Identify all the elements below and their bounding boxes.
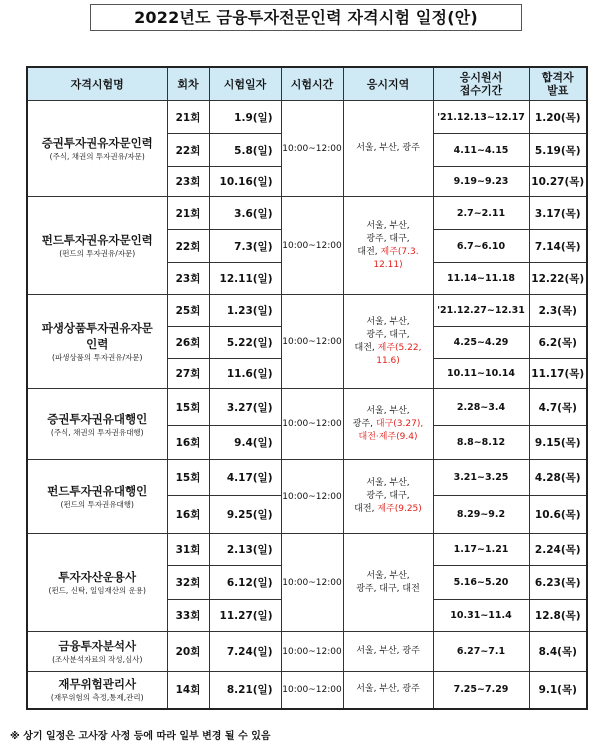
exam-description: (파생상품의 투자권유/자문): [52, 353, 143, 362]
region-text: 서울, 부산,: [366, 570, 410, 581]
result-date-cell: 12.22(목): [529, 263, 587, 295]
exam-name-cell: [27, 672, 167, 709]
exam-name-cell: [27, 460, 167, 534]
region-highlight: 제주(9.25): [377, 504, 422, 514]
result-date-cell: 7.14(목): [529, 230, 587, 263]
round-cell: 16회: [167, 426, 209, 460]
round-cell: 15회: [167, 389, 209, 426]
application-period-cell: 11.14~11.18: [433, 263, 529, 295]
region-cell: [343, 197, 433, 295]
round-cell: 21회: [167, 101, 209, 134]
result-date-cell: 10.27(목): [529, 167, 587, 197]
exam-name-cell: [27, 534, 167, 632]
region-line: [344, 233, 433, 246]
exam-date-cell: 7.3(일): [209, 230, 281, 263]
region-cell: [343, 632, 433, 672]
round-cell: 15회: [167, 460, 209, 496]
region-line: [344, 583, 433, 596]
result-date-cell: 1.20(목): [529, 101, 587, 134]
exam-name: 재무위험관리사: [58, 677, 137, 692]
region-line: [344, 570, 433, 583]
region-line: [344, 503, 433, 516]
exam-time-cell: 10:00~12:00: [281, 672, 343, 709]
header-application-line2: 접수기간: [459, 84, 503, 97]
round-cell: 23회: [167, 263, 209, 295]
exam-description: (주식, 채권의 투자권유/자문): [49, 152, 145, 161]
application-period-cell: '21.12.13~12.17: [433, 101, 529, 134]
header-result-line1: 합격자: [541, 71, 574, 84]
application-period-cell: 4.25~4.29: [433, 327, 529, 359]
region-line: [344, 246, 433, 259]
exam-name: 증권투자권유대행인: [47, 411, 148, 426]
region-text: 광주, 대구,: [366, 233, 410, 244]
region-highlight: 대구(3.27),: [375, 418, 424, 429]
round-cell: 33회: [167, 600, 209, 632]
exam-time-cell: 10:00~12:00: [281, 101, 343, 197]
region-line: [344, 342, 433, 355]
result-date-cell: 11.17(목): [529, 359, 587, 389]
application-period-cell: 9.19~9.23: [433, 167, 529, 197]
region-line: [344, 316, 433, 329]
result-date-cell: 3.17(목): [529, 197, 587, 230]
exam-date-cell: 11.27(일): [209, 600, 281, 632]
region-line: [344, 259, 433, 272]
exam-schedule-table: [26, 66, 588, 710]
result-date-cell: 5.19(목): [529, 134, 587, 167]
exam-date-cell: 10.16(일): [209, 167, 281, 197]
application-period-cell: 7.25~7.29: [433, 672, 529, 709]
application-period-cell: 1.17~1.21: [433, 534, 529, 566]
header-result: [529, 67, 587, 101]
result-date-cell: 6.23(목): [529, 566, 587, 600]
region-line: [344, 355, 433, 368]
exam-name-cell: [27, 197, 167, 295]
region-text: 광주, 대구,: [366, 329, 410, 340]
table-row: [27, 632, 587, 672]
exam-date-cell: 5.8(일): [209, 134, 281, 167]
region-text: 서울, 부산,: [366, 220, 410, 231]
region-highlight: 12.11): [373, 259, 403, 270]
round-cell: 23회: [167, 167, 209, 197]
region-cell: [343, 672, 433, 709]
region-text: 대전,: [354, 504, 378, 514]
header-application-line1: 응시원서: [459, 71, 503, 84]
region-line: [344, 418, 433, 431]
region-highlight: 제주(7.3.: [380, 246, 419, 257]
table-row: [27, 672, 587, 709]
table-body: [27, 101, 587, 709]
header-exam-date: 시험일자: [209, 67, 281, 101]
table-row: [27, 295, 587, 327]
result-date-cell: 4.7(목): [529, 389, 587, 426]
region-line: [344, 220, 433, 233]
region-text: 서울, 부산,: [366, 316, 410, 327]
table-row: [27, 389, 587, 426]
round-cell: 22회: [167, 134, 209, 167]
exam-date-cell: 4.17(일): [209, 460, 281, 496]
exam-date-cell: 1.23(일): [209, 295, 281, 327]
application-period-cell: '21.12.27~12.31: [433, 295, 529, 327]
result-date-cell: 2.24(목): [529, 534, 587, 566]
application-period-cell: 6.27~7.1: [433, 632, 529, 672]
header-exam-time: 시험시간: [281, 67, 343, 101]
round-cell: 20회: [167, 632, 209, 672]
region-line: [344, 142, 433, 155]
region-cell: [343, 295, 433, 389]
header-row: [27, 67, 587, 101]
exam-date-cell: 7.24(일): [209, 632, 281, 672]
round-cell: 32회: [167, 566, 209, 600]
result-date-cell: 10.6(목): [529, 496, 587, 534]
exam-time-cell: 10:00~12:00: [281, 295, 343, 389]
region-line: [344, 490, 433, 503]
table-row: [27, 101, 587, 134]
region-highlight: 제주(5.22,: [377, 342, 422, 353]
application-period-cell: 3.21~3.25: [433, 460, 529, 496]
result-date-cell: 6.2(목): [529, 327, 587, 359]
region-line: [344, 329, 433, 342]
exam-time-cell: 10:00~12:00: [281, 389, 343, 460]
region-text: 서울, 부산,: [366, 478, 410, 488]
round-cell: 16회: [167, 496, 209, 534]
exam-date-cell: 2.13(일): [209, 534, 281, 566]
region-text: 광주, 대구, 대전: [356, 583, 420, 594]
exam-date-cell: 3.6(일): [209, 197, 281, 230]
page-title: 2022년도 금융투자전문인력 자격시험 일정(안): [134, 8, 478, 27]
exam-description: (펀드의 투자권유대행): [60, 500, 134, 509]
exam-name-line2: 인력: [86, 337, 109, 351]
region-text: 광주, 대구,: [366, 491, 410, 501]
application-period-cell: 2.7~2.11: [433, 197, 529, 230]
exam-name: 펀드투자권유자문인력: [41, 233, 153, 247]
table-row: [27, 197, 587, 230]
exam-description: (펀드, 신탁, 일임재산의 운용): [48, 586, 146, 595]
application-period-cell: 8.8~8.12: [433, 426, 529, 460]
exam-name-cell: [27, 389, 167, 460]
result-date-cell: 4.28(목): [529, 460, 587, 496]
header-application-period: [433, 67, 529, 101]
region-text: 대전,: [354, 342, 378, 353]
application-period-cell: 10.11~10.14: [433, 359, 529, 389]
application-period-cell: 6.7~6.10: [433, 230, 529, 263]
exam-name-cell: [27, 632, 167, 672]
region-highlight: 대전·제주(9.4): [358, 431, 418, 442]
exam-name: 금융투자분석사: [58, 639, 137, 653]
region-line: [344, 431, 433, 444]
result-date-cell: 8.4(목): [529, 632, 587, 672]
round-cell: 31회: [167, 534, 209, 566]
region-text: 서울, 부산,: [366, 405, 410, 416]
exam-description: (주식, 채권의 투자권유대행): [50, 427, 144, 437]
exam-date-cell: 3.27(일): [209, 389, 281, 426]
application-period-cell: 5.16~5.20: [433, 566, 529, 600]
region-cell: [343, 534, 433, 632]
application-period-cell: 2.28~3.4: [433, 389, 529, 426]
exam-name: 증권투자권유자문인력: [41, 136, 153, 150]
footnote: ※ 상기 일정은 고사장 사정 등에 따라 일부 변경 될 수 있음: [10, 731, 271, 742]
exam-date-cell: 8.21(일): [209, 672, 281, 709]
exam-name: 펀드투자권유대행인: [47, 484, 148, 498]
region-cell: [343, 460, 433, 534]
exam-time-cell: 10:00~12:00: [281, 197, 343, 295]
header-result-line2: 발표: [547, 84, 569, 97]
exam-name-cell: [27, 101, 167, 197]
region-line: [344, 645, 433, 658]
table-row: [27, 534, 587, 566]
round-cell: 21회: [167, 197, 209, 230]
result-date-cell: 12.8(목): [529, 600, 587, 632]
header-round: 회차: [167, 67, 209, 101]
application-period-cell: 4.11~4.15: [433, 134, 529, 167]
exam-time-cell: 10:00~12:00: [281, 460, 343, 534]
round-cell: 22회: [167, 230, 209, 263]
exam-date-cell: 5.22(일): [209, 327, 281, 359]
region-text: 서울, 부산, 광주: [356, 684, 420, 695]
exam-date-cell: 9.4(일): [209, 426, 281, 460]
result-date-cell: 9.15(목): [529, 426, 587, 460]
round-cell: 14회: [167, 672, 209, 709]
exam-name-cell: [27, 295, 167, 389]
header-exam-name: 자격시험명: [27, 67, 167, 101]
region-line: [344, 683, 433, 696]
exam-description: (재무위험의 측정,통제,관리): [50, 693, 144, 703]
region-line: [344, 477, 433, 490]
result-date-cell: 9.1(목): [529, 672, 587, 709]
exam-date-cell: 6.12(일): [209, 566, 281, 600]
exam-date-cell: 1.9(일): [209, 101, 281, 134]
exam-name: 파생상품투자권유자문: [41, 321, 153, 335]
round-cell: 25회: [167, 295, 209, 327]
round-cell: 26회: [167, 327, 209, 359]
exam-time-cell: 10:00~12:00: [281, 632, 343, 672]
title-area: [0, 0, 612, 40]
exam-name: 투자자산운용사: [58, 570, 137, 584]
region-text: 서울, 부산, 광주: [356, 646, 420, 656]
region-text: 대전,: [357, 246, 381, 257]
region-line: [344, 405, 433, 418]
application-period-cell: 10.31~11.4: [433, 600, 529, 632]
exam-date-cell: 9.25(일): [209, 496, 281, 534]
round-cell: 27회: [167, 359, 209, 389]
region-cell: [343, 389, 433, 460]
exam-description: (조사분석자료의 작성,심사): [52, 655, 143, 664]
table-row: [27, 460, 587, 496]
exam-date-cell: 12.11(일): [209, 263, 281, 295]
region-text: 서울, 부산, 광주: [356, 143, 420, 153]
exam-time-cell: 10:00~12:00: [281, 534, 343, 632]
application-period-cell: 8.29~9.2: [433, 496, 529, 534]
region-text: 광주,: [352, 418, 376, 429]
header-region: 응시지역: [343, 67, 433, 101]
region-cell: [343, 101, 433, 197]
exam-date-cell: 11.6(일): [209, 359, 281, 389]
exam-description: (펀드의 투자권유/자문): [59, 249, 136, 258]
result-date-cell: 2.3(목): [529, 295, 587, 327]
region-highlight: 11.6): [376, 355, 400, 366]
